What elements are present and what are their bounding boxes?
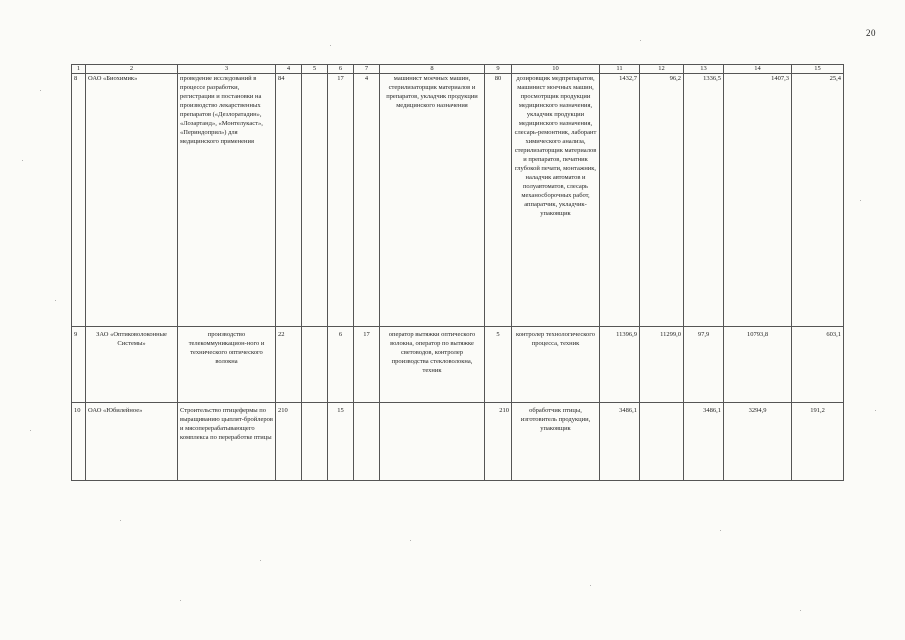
scan-speck: [590, 585, 591, 586]
header-cell: 6: [328, 65, 354, 74]
page-number: 20: [866, 28, 876, 38]
professions-list: машинист моечных машин, стерилизаторщик материалов и препаратов, укладчик продукции медицинского назначения: [380, 74, 485, 327]
cell-col12: 96,2: [640, 74, 684, 327]
scan-speck: [860, 200, 861, 201]
scan-speck: [410, 540, 411, 541]
cell-col6: 6: [328, 327, 354, 403]
header-cell: 4: [276, 65, 302, 74]
header-cell: 13: [684, 65, 724, 74]
header-cell: 3: [178, 65, 276, 74]
scan-speck: [330, 45, 331, 46]
scan-speck: [640, 40, 641, 41]
cell-col5: [302, 403, 328, 481]
cell-col11: 1432,7: [600, 74, 640, 327]
table-row: [72, 74, 844, 327]
table-header-row: [72, 65, 844, 74]
scan-speck: [260, 560, 261, 561]
investment-projects-table: [71, 64, 844, 481]
scan-speck: [720, 530, 721, 531]
scan-speck: [40, 90, 41, 91]
cell-col13: 1336,5: [684, 74, 724, 327]
cell-col15: 25,4: [792, 74, 844, 327]
header-cell: 15: [792, 65, 844, 74]
header-cell: 10: [512, 65, 600, 74]
organization-name: ОАО «Биохимик»: [86, 74, 178, 327]
cell-col4: 22: [276, 327, 302, 403]
cell-col7: 4: [354, 74, 380, 327]
cell-col6: 17: [328, 74, 354, 327]
cell-col13: 97,9: [684, 327, 724, 403]
cell-col12: [640, 403, 684, 481]
cell-col4: 84: [276, 74, 302, 327]
scan-speck: [875, 410, 876, 411]
cell-col15: 603,1: [792, 327, 844, 403]
table-row: [72, 327, 844, 403]
row-number: 10: [72, 403, 86, 481]
project-description: Строительство птицефермы по выращиванию цыплят-бройлеров и мясоперерабатывающего комплекса по переработке птицы: [178, 403, 276, 481]
cell-col9: 80: [485, 74, 512, 327]
header-cell: 14: [724, 65, 792, 74]
cell-col4: 210: [276, 403, 302, 481]
cell-col9: 210: [485, 403, 512, 481]
cell-col5: [302, 327, 328, 403]
professions-list: оператор вытяжки оптического волокна, оператор по вытяжке световодов, контролер производства стекловолокна, техник: [380, 327, 485, 403]
cell-col12: 11299,0: [640, 327, 684, 403]
project-description: производство телекоммуникацион-ного и технического оптического волокна: [178, 327, 276, 403]
cell-col14: 1407,3: [724, 74, 792, 327]
scan-speck: [800, 610, 801, 611]
cell-col7: 17: [354, 327, 380, 403]
organization-name: ЗАО «Оптиковолоконные Системы»: [86, 327, 178, 403]
cell-col5: [302, 74, 328, 327]
cell-col15: 191,2: [792, 403, 844, 481]
professions-list: [380, 403, 485, 481]
cell-col9: 5: [485, 327, 512, 403]
row-number: 8: [72, 74, 86, 327]
cell-col11: 3486,1: [600, 403, 640, 481]
organization-name: ОАО «Юбилейное»: [86, 403, 178, 481]
header-cell: 1: [72, 65, 86, 74]
header-cell: 9: [485, 65, 512, 74]
header-cell: 2: [86, 65, 178, 74]
scan-speck: [30, 430, 31, 431]
header-cell: 7: [354, 65, 380, 74]
cell-col7: [354, 403, 380, 481]
cell-col6: 15: [328, 403, 354, 481]
professions-list: контролер технологического процесса, техник: [512, 327, 600, 403]
header-cell: 12: [640, 65, 684, 74]
professions-list: обработчик птицы, изготовитель продукции, упаковщик: [512, 403, 600, 481]
scan-speck: [180, 600, 181, 601]
row-number: 9: [72, 327, 86, 403]
cell-col13: 3486,1: [684, 403, 724, 481]
table-row: [72, 403, 844, 481]
scan-speck: [55, 300, 56, 301]
cell-col11: 11396,9: [600, 327, 640, 403]
professions-list: дозировщик медпрепаратов, машинист моечных машин, просмотрщик продукции медицинского назначения, укладчик продукции медицинского назначения, слесарь-ремонтник, лаборант химического анализа, стерилизаторщик материалов и препаратов, печатник глубокой печати, монтажник, наладчик автоматов и полуавтоматов, слесарь механосборочных работ, аппаратчик, укладчик-упаковщик: [512, 74, 600, 327]
header-cell: 11: [600, 65, 640, 74]
scan-speck: [22, 160, 23, 161]
scan-speck: [120, 520, 121, 521]
project-description: проведение исследований в процессе разработки, регистрации и постановки на производство лекарственных препаратов («Дезлоратадин», «Лозартанд», «Монтелукаст», «Периндоприл») для медицинского применения: [178, 74, 276, 327]
cell-col14: 10793,8: [724, 327, 792, 403]
header-cell: 5: [302, 65, 328, 74]
cell-col14: 3294,9: [724, 403, 792, 481]
header-cell: 8: [380, 65, 485, 74]
